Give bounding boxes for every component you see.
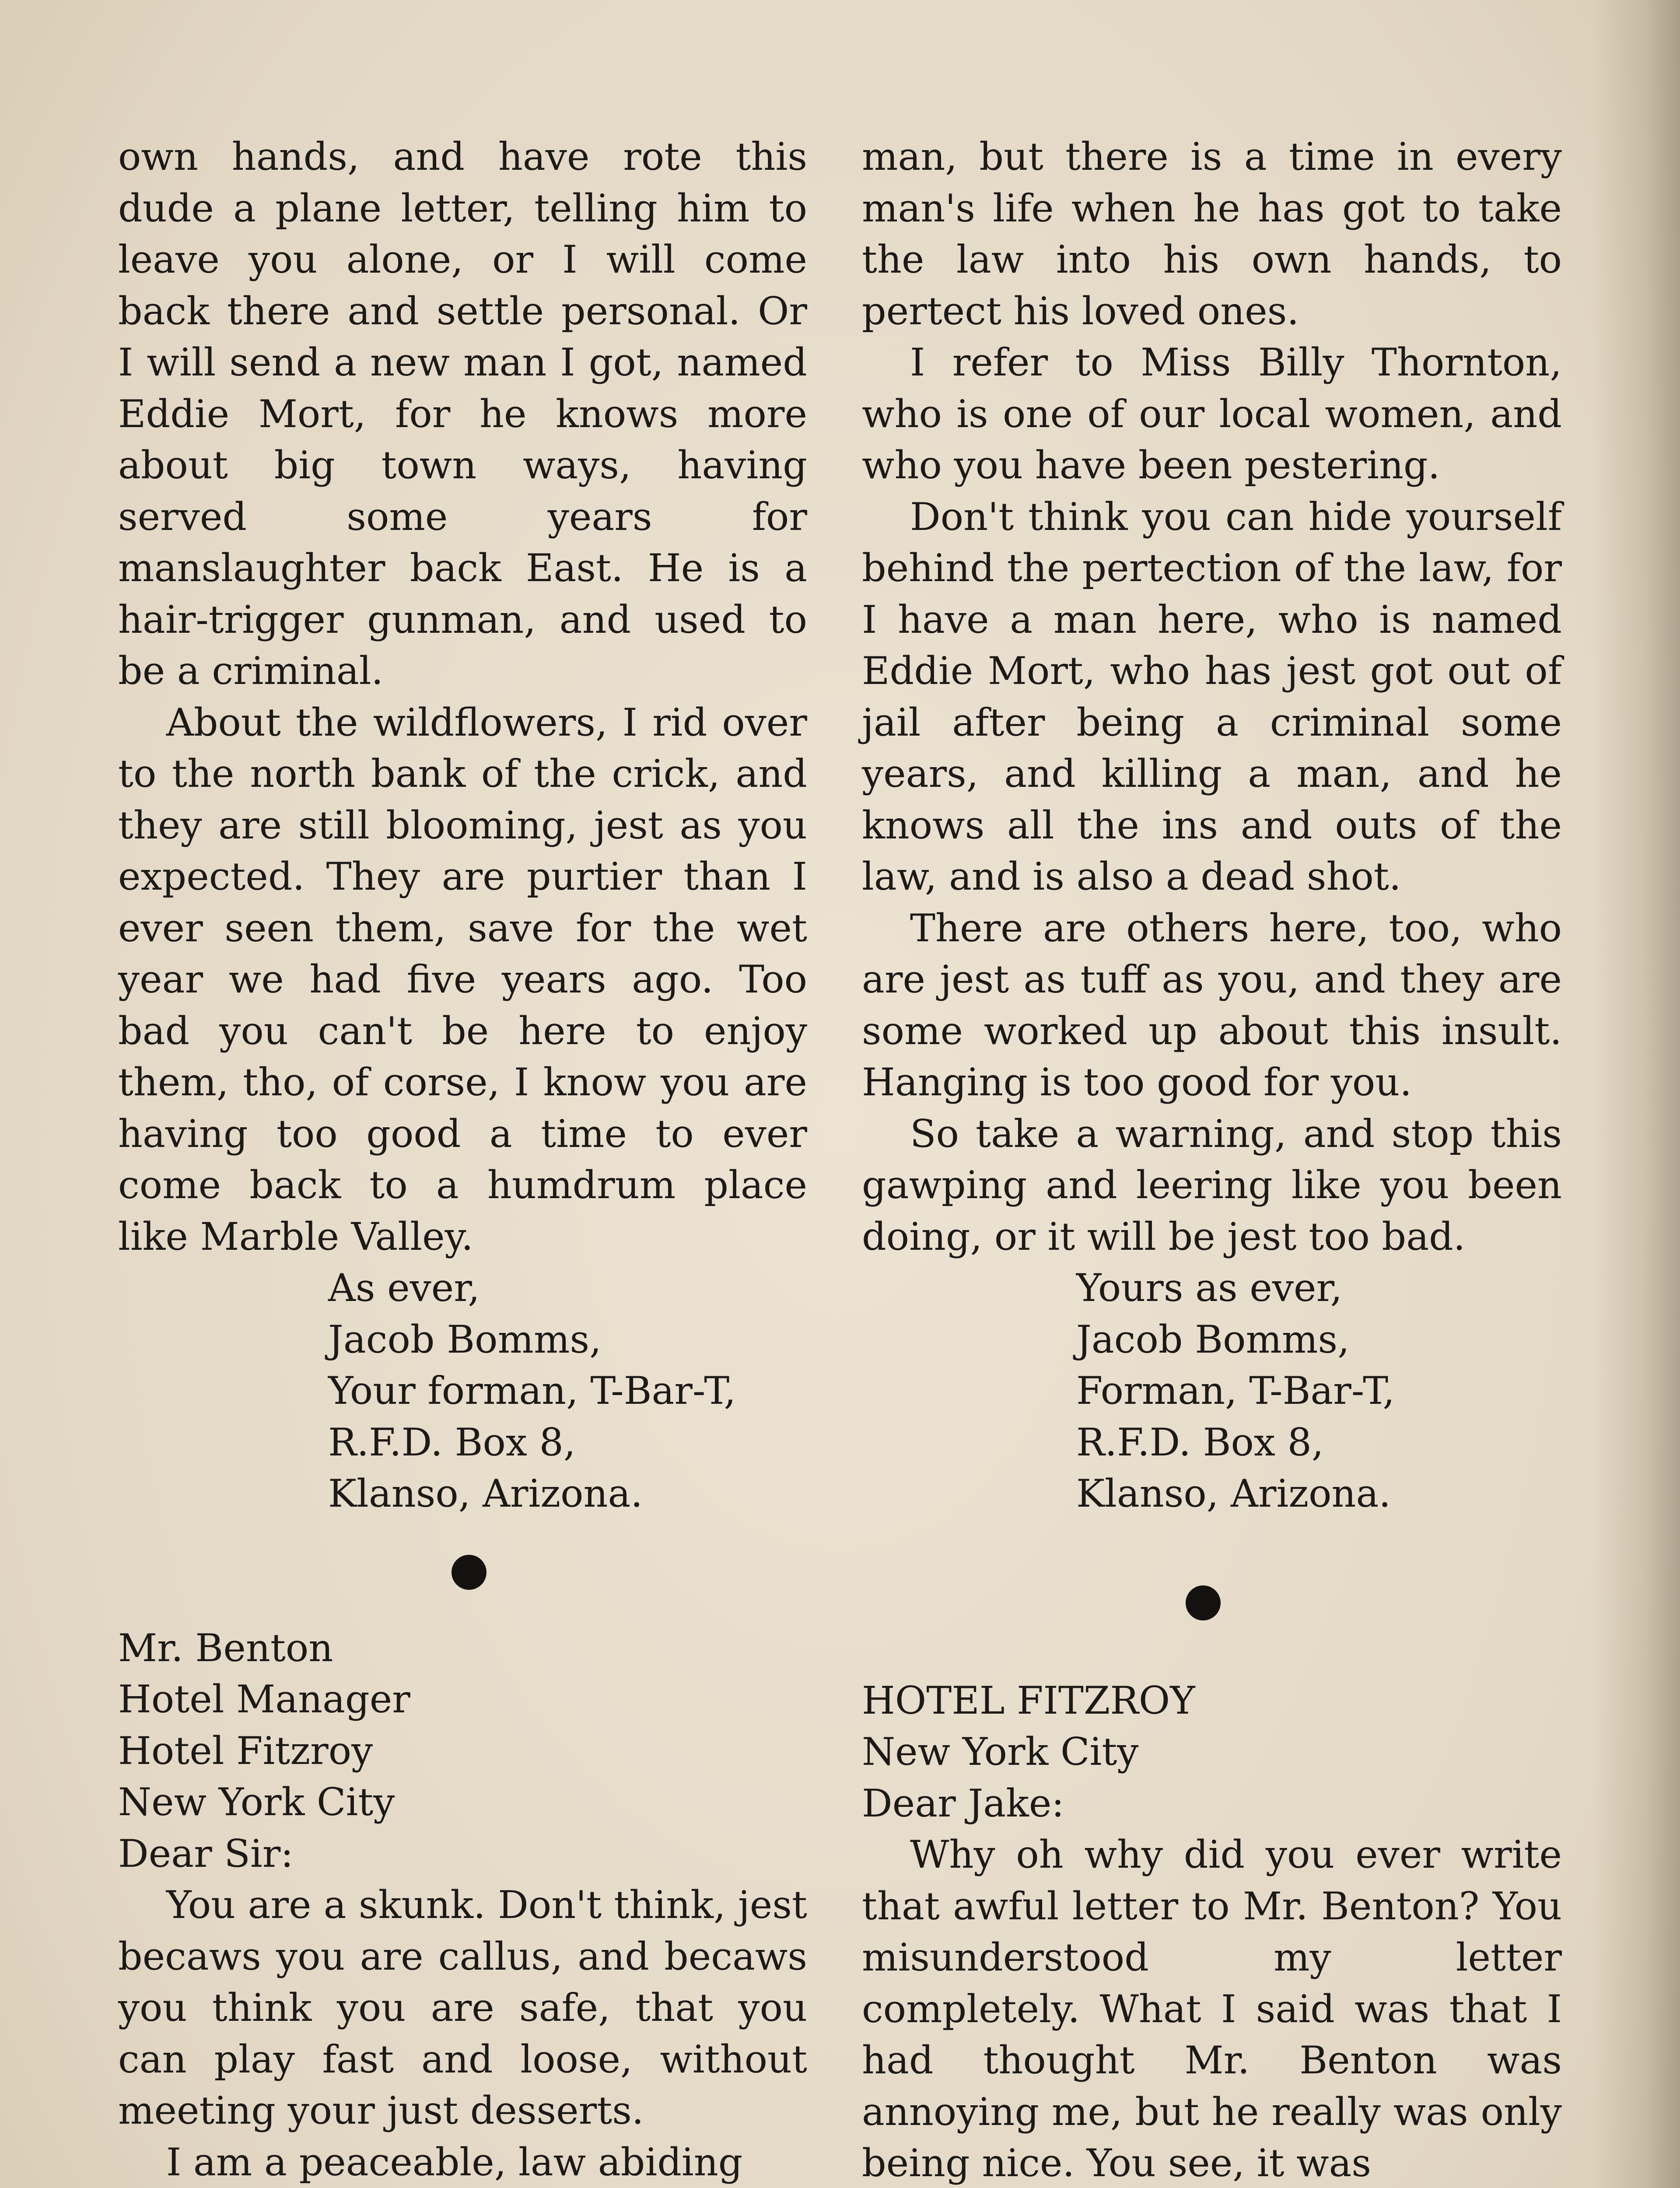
signature-line: Jacob Bomms, [1076,1317,1350,1362]
signature-line: Klanso, Arizona. [1076,1471,1391,1516]
bullet-dot-icon [452,1555,486,1590]
paragraph: So take a warning, and stop this gawping and leering like you been doing, or it will be jest too bad. [862,1111,1562,1259]
signature-line: R.F.D. Box 8, [1076,1420,1324,1465]
paragraph: There are others here, too, who are jest as tuff as you, and they are some worked up about this insult. Hanging is too good for you. [862,905,1562,1105]
signature-block [862,1262,1562,1520]
paragraph: own hands, and have rote this dude a plane letter, telling him to leave you alone, or I will come back there and settle personal. Or I will send a new man I got, named Eddie Mort, for he knows more about big town ways, having served some years for manslaughter back East. He is a hair-trigger gunman, and used to be a criminal. [118,134,807,693]
signature-line: Forman, T-Bar-T, [1076,1368,1395,1413]
signature-line: Yours as ever, [1076,1266,1343,1310]
signature-line: As ever, [328,1266,480,1310]
paragraph: About the wildflowers, I rid over to the north bank of the crick, and they are still blooming, jest as you expected. They are purtier than I ever seen them, save for the wet year we had five years ago. Too bad you can't be here to enjoy them, tho, of corse, I know you are having too good a time to ever come back to a humdrum place like Marble Valley. [118,700,807,1259]
section-separator [118,1520,807,1623]
signature-line: Klanso, Arizona. [328,1471,643,1516]
salutation: Dear Jake: [862,1781,1064,1826]
letterhead-city: New York City [862,1729,1139,1774]
address-line: Hotel Fitzroy [118,1728,373,1773]
paragraph: I refer to Miss Billy Thornton, who is one of our local women, and who you have been pestering. [862,340,1562,487]
salutation: Dear Sir: [118,1831,294,1876]
letterhead-title: HOTEL FITZROY [862,1678,1195,1723]
signature-line: Jacob Bomms, [328,1317,602,1362]
section-separator [862,1520,1562,1675]
page-spine-shadow [1592,0,1680,2188]
signature-block [118,1262,807,1520]
address-line: Mr. Benton [118,1625,333,1670]
paragraph: Don't think you can hide yourself behind the pertection of the law, for I have a man here, who is named Eddie Mort, who has jest got out of jail after being a criminal some years, and killing a man, and he knows all the ins and outs of the law, and is also a dead shot. [862,494,1562,899]
right-column [862,131,1562,2188]
address-block [118,1623,807,1880]
paragraph: You are a skunk. Don't think, jest becaws you are callus, and becaws you think you are safe, that you can play fast and loose, without meeting your just desserts. [118,1883,807,2133]
address-line: New York City [118,1780,395,1824]
paragraph: man, but there is a time in every man's life when he has got to take the law into his own hands, to pertect his loved ones. [862,134,1562,333]
paragraph: Why oh why did you ever write that awful letter to Mr. Benton? You misunderstood my letter completely. What I said was that I had thought Mr. Benton was annoying me, but he really was only being nice. You see, it was [862,1832,1562,2185]
paragraph: I am a peaceable, law abiding [166,2139,743,2184]
left-column [118,131,807,2188]
signature-line: R.F.D. Box 8, [328,1420,576,1465]
bullet-dot-icon [1186,1585,1221,1620]
signature-line: Your forman, T-Bar-T, [328,1368,736,1413]
address-line: Hotel Manager [118,1677,410,1722]
